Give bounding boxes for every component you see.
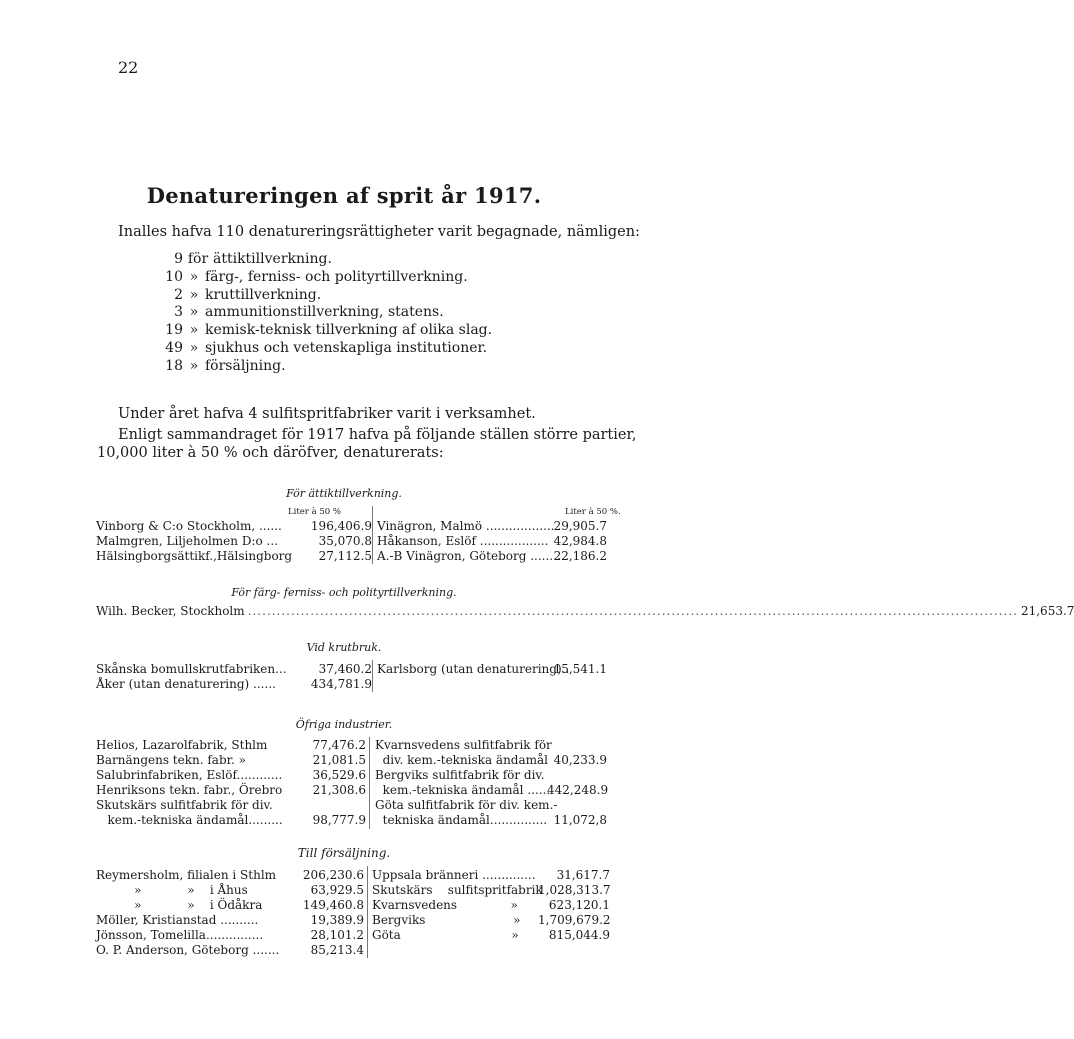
table-row: » » i Ödåkra 149,460.8	[96, 898, 364, 912]
table-row: Bergviks sulfitfabrik för div.	[375, 768, 545, 782]
list-item: 19 » kemisk-teknisk tillverkning af olika slag.	[165, 322, 493, 339]
table-row: div. kem.-tekniska ändamål 40,233.9	[375, 753, 607, 767]
table-row: Skånska bomullskrutfabriken... 37,460.2	[96, 662, 372, 676]
table-row: Reymersholm, filialen i Sthlm 206,230.6	[96, 868, 364, 882]
table-row: Bergviks » 1,709,679.2	[372, 913, 611, 927]
section-heading-forsalj: Till försäljning.	[297, 846, 391, 860]
table-row: Göta » 815,044.9	[372, 928, 610, 942]
table-row: Vinborg & C:o Stockholm, ...... 196,406.9	[96, 519, 372, 533]
table-row: tekniska ändamål............... 11,072,8	[375, 813, 607, 827]
column-divider	[367, 866, 368, 958]
ovriga-left-table	[96, 738, 370, 828]
table-row: kem.-tekniska ändamål......... 98,777.9	[96, 813, 366, 827]
table-row: Möller, Kristianstad .......... 19,389.9	[96, 913, 364, 927]
page-number: 22	[118, 58, 139, 77]
column-header-left: Liter à 50 %	[288, 507, 341, 517]
forsalj-left-table	[96, 868, 368, 958]
attik-right-table	[377, 519, 607, 564]
table-row: Helios, Lazarolfabrik, Sthlm 77,476.2	[96, 738, 366, 752]
column-divider	[372, 506, 373, 564]
table-row: Åker (utan denaturering) ...... 434,781.9	[96, 677, 372, 691]
attik-left-table	[96, 519, 376, 564]
list-item: 3 » ammunitionstillverkning, statens.	[174, 304, 444, 321]
section-heading-attik: För ättiktillverkning.	[286, 487, 402, 500]
table-row: kem.-tekniska ändamål ...... 442,248.9	[375, 783, 609, 797]
krut-left-table	[96, 662, 376, 692]
farg-table	[96, 604, 1074, 619]
table-row: Jönsson, Tomelilla............... 28,101.2	[96, 928, 364, 942]
ovriga-right-table	[375, 738, 607, 828]
list-item: 9 för ättiktillverkning.	[174, 251, 332, 267]
section-heading-farg: För färg- ferniss- och polityrtillverkning.	[231, 586, 457, 599]
table-row: Karlsborg (utan denaturering).. 15,541.1	[377, 662, 607, 676]
table-row: Uppsala bränneri .............. 31,617.7	[372, 868, 610, 882]
table-row: A.-B Vinägron, Göteborg ......... 22,186.2	[377, 549, 607, 563]
paragraph-sulfit: Under året hafva 4 sulfitspritfabriker varit i verksamhet.	[118, 406, 536, 422]
list-item: 2 » kruttillverkning.	[174, 286, 322, 303]
paragraph-sammandrag-2: 10,000 liter à 50 % och däröfver, denaturerats:	[97, 445, 444, 461]
table-row: Skutskärs sulfitfabrik för div.	[96, 798, 273, 812]
table-row: Skutskärs sulfitspritfabrik 1,028,313.7	[372, 883, 611, 897]
table-row: Barnängens tekn. fabr. » 21,081.5	[96, 753, 366, 767]
table-row: Malmgren, Liljeholmen D:o ... 35,070.8	[96, 534, 372, 548]
table-row: Henriksons tekn. fabr., Örebro 21,308.6	[96, 783, 366, 797]
table-row: » » i Åhus 63,929.5	[96, 883, 364, 897]
table-row: Hälsingborgsättikf.,Hälsingborg 27,112.5	[96, 549, 372, 563]
table-row: Håkanson, Eslöf .................. 42,984.8	[377, 534, 607, 548]
page-title: Denatureringen af sprit år 1917.	[146, 183, 542, 208]
krut-right-table	[377, 662, 607, 677]
forsalj-right-table	[372, 868, 612, 943]
table-row: Kvarnsvedens sulfitfabrik för	[375, 738, 552, 752]
table-row: Kvarnsvedens » 623,120.1	[372, 898, 610, 912]
column-header-right: Liter à 50 %.	[565, 507, 621, 517]
rights-list	[150, 251, 492, 376]
list-item: 49 » sjukhus och vetenskapliga institutioner.	[165, 339, 488, 356]
column-divider	[372, 660, 373, 692]
section-heading-ovriga: Öfriga industrier.	[295, 718, 393, 731]
table-row: O. P. Anderson, Göteborg ....... 85,213.4	[96, 943, 364, 957]
table-row: Vinägron, Malmö .................. 29,905.7	[377, 519, 607, 533]
table-row: Salubrinfabriken, Eslöf............ 36,529.6	[96, 768, 366, 782]
column-divider	[369, 737, 370, 829]
list-item: 10 » färg-, ferniss- och polityrtillverkning.	[165, 268, 468, 285]
section-heading-krut: Vid krutbruk.	[306, 641, 382, 654]
table-row: Wilh. Becker, Stockholm ..... 21,653.7	[96, 604, 606, 619]
table-row: Göta sulfitfabrik för div. kem.-	[375, 798, 558, 812]
intro-text: Inalles hafva 110 denatureringsrättigheter varit begagnade, nämligen:	[118, 224, 640, 240]
list-item: 18 » försäljning.	[165, 357, 286, 374]
paragraph-sammandrag-1: Enligt sammandraget för 1917 hafva på följande ställen större partier,	[118, 427, 637, 443]
